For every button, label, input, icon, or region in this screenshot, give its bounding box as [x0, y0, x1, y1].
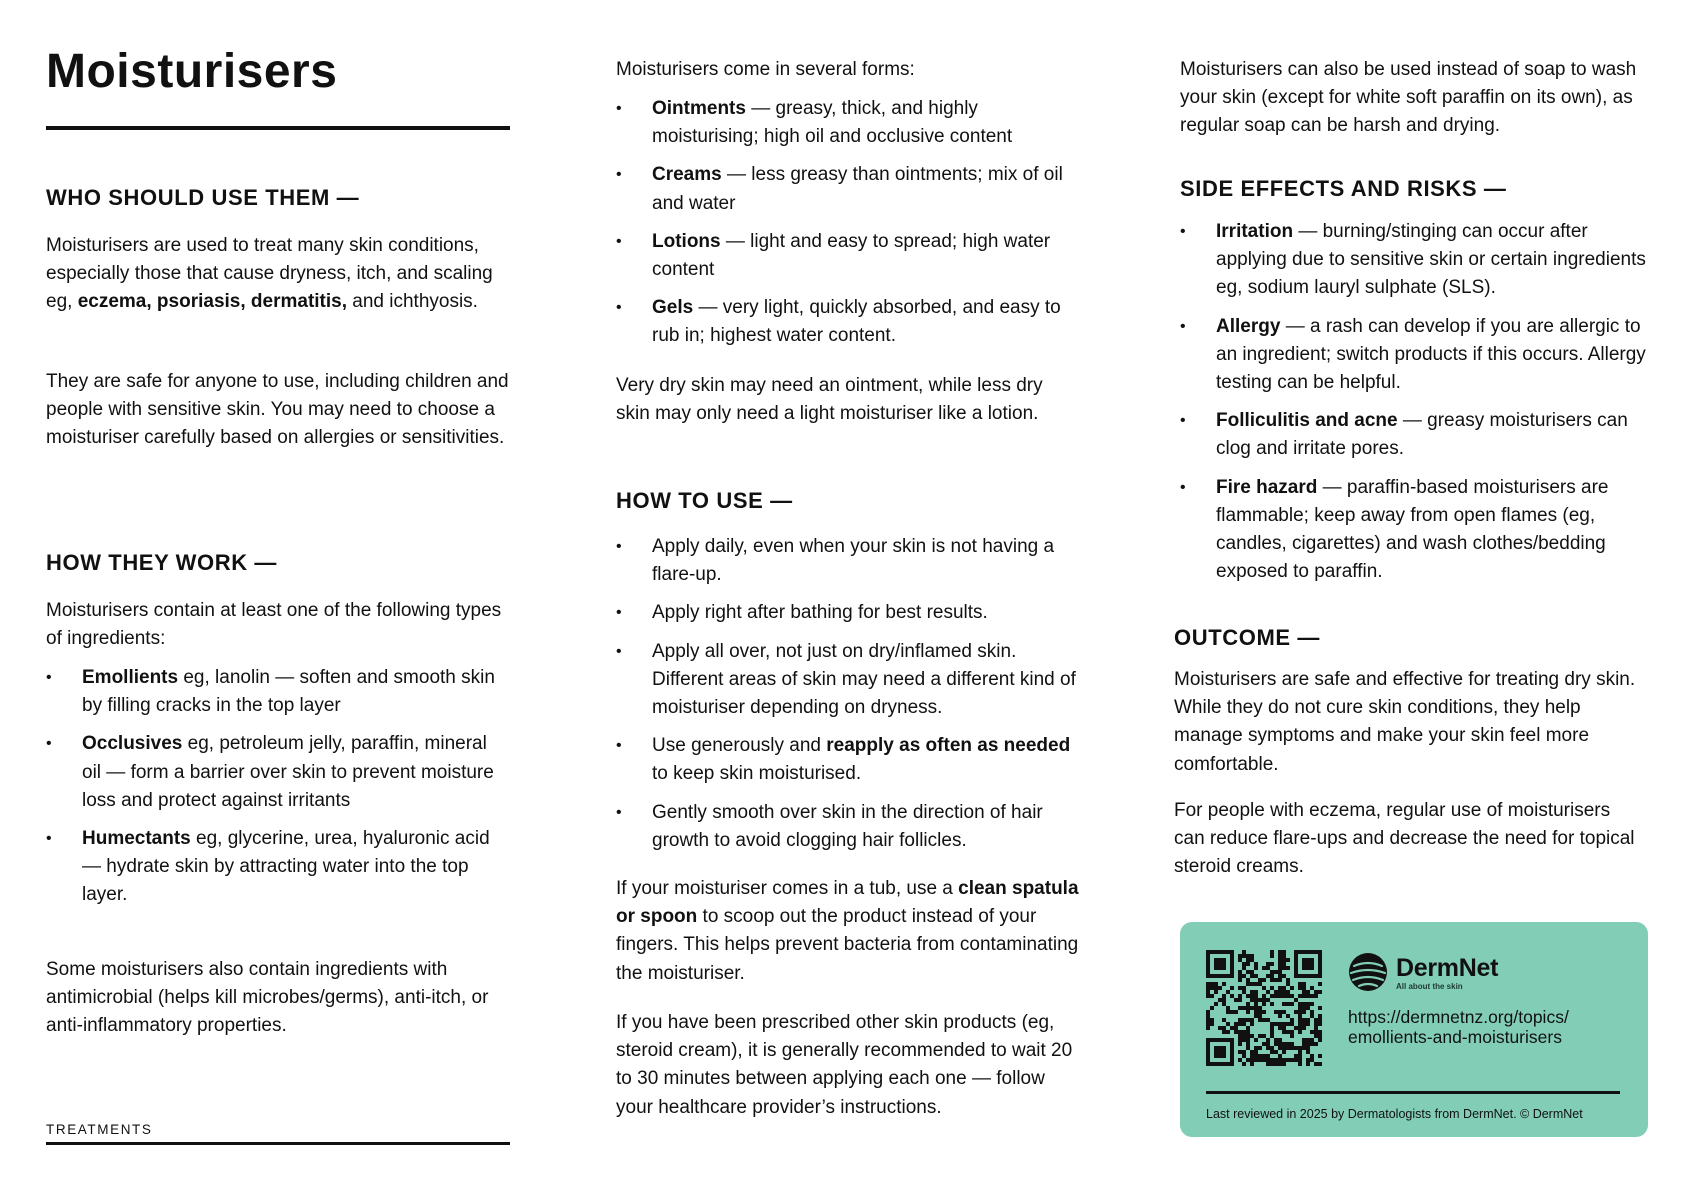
list-item: • Use generously and reapply as often as needed to keep skin moisturised.: [616, 732, 1081, 788]
topic-link[interactable]: [1348, 1007, 1628, 1047]
page-title: Moisturisers: [46, 45, 338, 98]
dermnet-tagline: All about the skin: [1396, 982, 1463, 991]
list-item: • Apply all over, not just on dry/inflamed skin. Different areas of skin may need a different kind of moisturiser depending on dryness.: [616, 638, 1081, 723]
prescribed-paragraph: If you have been prescribed other skin products (eg, steroid cream), it is generally recommended to wait 20 to 30 minutes between applying each one — follow your healthcare provider’s instructions.: [616, 1012, 1073, 1118]
list-item: • Emollients eg, lanolin — soften and smooth skin by filling cracks in the top layer: [46, 664, 510, 720]
list-item: • Creams — less greasy than ointments; mix of oil and water: [616, 161, 1081, 217]
list-item: • Ointments — greasy, thick, and highly moisturising; high oil and occlusive content: [616, 95, 1081, 151]
footer-category: TREATMENTS: [46, 1122, 153, 1137]
side-effects-list: [1180, 218, 1646, 586]
list-item: • Folliculitis and acne — greasy moisturisers can clog and irritate pores.: [1180, 407, 1646, 463]
who-heading: WHO SHOULD USE THEM —: [46, 185, 360, 210]
topic-link-line-2: emollients-and-moisturisers: [1348, 1027, 1562, 1047]
how-use-list: [616, 533, 1081, 855]
outcome-paragraph-1: Moisturisers are safe and effective for treating dry skin. While they do not cure skin conditions, they help manage symptoms and make your skin feel more comfortable.: [1174, 669, 1636, 775]
list-item: • Fire hazard — paraffin-based moisturisers are flammable; keep away from open flames (eg, candles, cigarettes) and wash clothes/bedding exposed to paraffin.: [1180, 474, 1646, 587]
how-work-outro: Some moisturisers also contain ingredients with antimicrobial (helps kill microbes/germs), anti-itch, or anti-inflammatory properties.: [46, 959, 489, 1037]
outcome-paragraph-2: For people with eczema, regular use of moisturisers can reduce flare-ups and decrease the need for topical steroid creams.: [1174, 800, 1635, 878]
topic-link-line-1: https://dermnetnz.org/topics/: [1348, 1007, 1569, 1027]
forms-intro: Moisturisers come in several forms:: [616, 59, 915, 80]
ingredient-list: [46, 664, 510, 910]
review-note: Last reviewed in 2025 by Dermatologists from DermNet. © DermNet: [1206, 1107, 1583, 1121]
list-item: • Apply daily, even when your skin is not having a flare-up.: [616, 533, 1081, 589]
list-item: • Allergy — a rash can develop if you are allergic to an ingredient; switch products if this occurs. Allergy testing can be helpful.: [1180, 313, 1646, 398]
who-paragraph-2: They are safe for anyone to use, including children and people with sensitive skin. You may need to choose a moisturiser carefully based on allergies or sensitivities.: [46, 371, 509, 449]
card-divider: [1206, 1091, 1620, 1094]
outcome-heading: OUTCOME —: [1174, 625, 1320, 650]
dermnet-card: [1180, 922, 1648, 1137]
list-item: • Lotions — light and easy to spread; high water content: [616, 228, 1081, 284]
who-paragraph-1: Moisturisers are used to treat many skin conditions, especially those that cause dryness, itch, and scaling eg, eczema, psoriasis, dermatitis, and ichthyosis.: [46, 235, 493, 313]
side-effects-heading: SIDE EFFECTS AND RISKS —: [1180, 176, 1507, 201]
list-item: • Gels — very light, quickly absorbed, and easy to rub in; highest water content.: [616, 294, 1081, 350]
how-use-heading: HOW TO USE —: [616, 488, 793, 513]
tub-paragraph: If your moisturiser comes in a tub, use a clean spatula or spoon to scoop out the product instead of your fingers. This helps prevent bacteria from contaminating the moisturiser.: [616, 878, 1079, 984]
list-item: • Irritation — burning/stinging can occur after applying due to sensitive skin or certain ingredients eg, sodium lauryl sulphate (SLS).: [1180, 218, 1646, 303]
qr-code-icon[interactable]: [1206, 950, 1322, 1066]
soap-paragraph: Moisturisers can also be used instead of soap to wash your skin (except for white soft paraffin on its own), as regular soap can be harsh and drying.: [1180, 59, 1637, 137]
list-item: • Apply right after bathing for best results.: [616, 599, 1081, 627]
footer-divider: [46, 1142, 510, 1145]
dermnet-logo-icon: [1348, 952, 1388, 992]
how-work-heading: HOW THEY WORK —: [46, 550, 278, 575]
forms-list: [616, 95, 1081, 351]
title-divider: [46, 126, 510, 130]
forms-outro: Very dry skin may need an ointment, while less dry skin may only need a light moisturiser like a lotion.: [616, 375, 1043, 425]
list-item: • Humectants eg, glycerine, urea, hyaluronic acid — hydrate skin by attracting water into the top layer.: [46, 825, 510, 910]
dermnet-brand-name: DermNet: [1396, 954, 1499, 982]
dermnet-logo[interactable]: [1348, 952, 1528, 992]
list-item: • Occlusives eg, petroleum jelly, paraffin, mineral oil — form a barrier over skin to prevent moisture loss and protect against irritants: [46, 730, 510, 815]
how-work-intro: Moisturisers contain at least one of the following types of ingredients:: [46, 600, 502, 650]
list-item: • Gently smooth over skin in the direction of hair growth to avoid clogging hair follicles.: [616, 799, 1081, 855]
